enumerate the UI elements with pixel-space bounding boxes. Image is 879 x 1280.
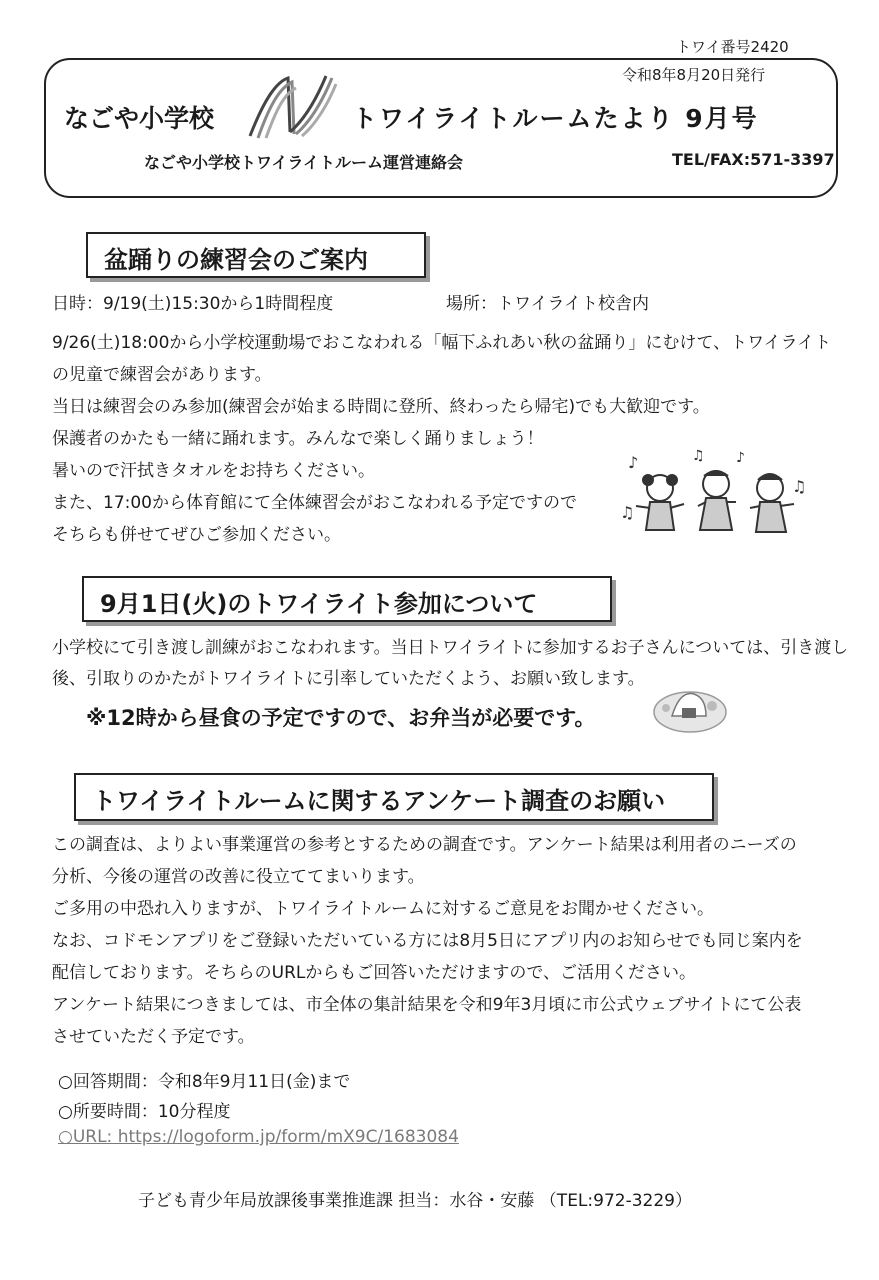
- organization-name: なごや小学校トワイライトルーム運営連絡会: [144, 153, 464, 172]
- dancing-children-illustration: [618, 446, 818, 550]
- svg-text:♫: ♫: [620, 503, 635, 522]
- bento-illustration: [650, 682, 730, 740]
- survey-duration: ○所要時間：10分程度: [58, 1102, 231, 1122]
- paragraph-line: させていただく予定です。: [52, 1027, 255, 1047]
- svg-text:♪: ♪: [628, 453, 639, 472]
- svg-text:♪: ♪: [736, 450, 745, 466]
- paragraph-line: 当日は練習会のみ参加(練習会が始まる時間に登所、終わったら帰宅)でも大歓迎です。: [52, 397, 710, 417]
- paragraph-line: 後、引取りのかたがトワイライトに引率していただくよう、お願い致します。: [52, 669, 645, 689]
- section-title-sept-1: 9月1日(火)のトワイライト参加について: [82, 576, 612, 622]
- paragraph-line: アンケート結果につきましては、市全体の集計結果を令和9年3月頃に市公式ウェブサイトにて公表: [52, 995, 802, 1015]
- survey-url-link[interactable]: ○URL: https://logoform.jp/form/mX9C/1683084: [58, 1127, 459, 1147]
- paragraph-line: なお、コドモンアプリをご登録いただいている方には8月5日にアプリ内のお知らせでも同じ案内を: [52, 931, 803, 951]
- paragraph-line: ご多用の中恐れ入りますが、トワイライトルームに対するご意見をお聞かせください。: [52, 899, 714, 919]
- svg-text:♫: ♫: [792, 477, 807, 496]
- svg-text:♫: ♫: [692, 448, 705, 464]
- school-name: なごや小学校: [64, 104, 215, 133]
- event-place: 場所：トワイライト校舎内: [446, 294, 649, 314]
- survey-period: ○回答期間：令和8年9月11日(金)まで: [58, 1072, 351, 1092]
- event-datetime: 日時：9/19(土)15:30から1時間程度: [52, 294, 334, 314]
- paragraph-line: の児童で練習会があります。: [52, 365, 272, 385]
- section-title-survey: トワイライトルームに関するアンケート調査のお願い: [74, 773, 714, 821]
- issue-date: 令和8年8月20日発行: [622, 66, 766, 84]
- paragraph-line: 分析、今後の運営の改善に役立ててまいります。: [52, 867, 425, 887]
- footer-contact: 子ども青少年局放課後事業推進課 担当：水谷・安藤 （TEL:972-3229）: [138, 1191, 692, 1211]
- twilight-logo: [246, 70, 340, 146]
- section-title-bon-odori: 盆踊りの練習会のご案内: [86, 232, 426, 278]
- paragraph-line: 暑いので汗拭きタオルをお持ちください。: [52, 461, 375, 481]
- newsletter-title: トワイライトルームたより 9月号: [352, 104, 759, 133]
- tel-fax: TEL/FAX:571-3397: [672, 150, 835, 169]
- paragraph-line: そちらも併せてぜひご参加ください。: [52, 525, 341, 545]
- paragraph-line: また、17:00から体育館にて全体練習会がおこなわれる予定ですので: [52, 493, 577, 513]
- paragraph-line: 9/26(土)18:00から小学校運動場でおこなわれる「幅下ふれあい秋の盆踊り」にむけて、トワイライト: [52, 333, 832, 353]
- paragraph-line: 配信しております。そちらのURLからもご回答いただけますので、ご活用ください。: [52, 963, 697, 983]
- lunch-notice: ※12時から昼食の予定ですので、お弁当が必要です。: [86, 706, 596, 730]
- paragraph-line: この調査は、よりよい事業運営の参考とするための調査です。アンケート結果は利用者のニーズの: [52, 835, 797, 855]
- paragraph-line: 保護者のかたも一緒に踊れます。みんなで楽しく踊りましょう！: [52, 429, 544, 449]
- document-number: トワイ番号2420: [676, 38, 789, 56]
- paragraph-line: 小学校にて引き渡し訓練がおこなわれます。当日トワイライトに参加するお子さんについては、引き渡し: [52, 638, 849, 658]
